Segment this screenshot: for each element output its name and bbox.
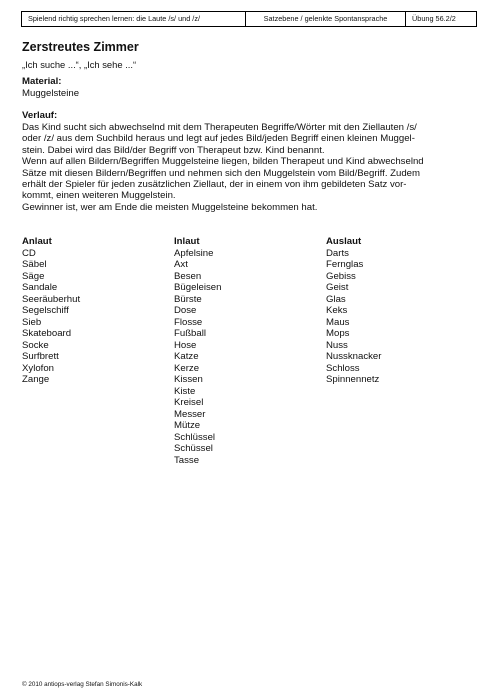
page-title: Zerstreutes Zimmer — [22, 40, 139, 54]
word-item: Schloss — [326, 362, 360, 374]
word-column-auslaut — [326, 236, 381, 386]
word-item: Fußball — [174, 328, 206, 339]
word-item: Kissen — [174, 374, 203, 385]
word-item: Schüssel — [174, 443, 213, 454]
word-item: Darts — [326, 247, 349, 259]
word-item: Kiste — [174, 385, 196, 397]
word-item: Sieb — [22, 316, 42, 328]
word-item: Bügeleisen — [174, 282, 222, 293]
word-list — [174, 248, 221, 467]
word-item: Seeräuberhut — [22, 293, 81, 305]
header-table — [21, 11, 477, 27]
word-item: Kerze — [174, 362, 200, 374]
word-item: Geist — [326, 282, 349, 293]
word-item: Socke — [22, 339, 49, 351]
word-column-anlaut — [22, 236, 80, 386]
verlauf-text — [22, 122, 477, 213]
verlauf-line: erhält der Spieler für jeden zusätzlichen Ziellaut, der in einem von ihm gebildeten Satz vor- — [22, 179, 407, 191]
word-item: Katze — [174, 351, 199, 362]
copyright-footer: © 2010 antiops-verlag Stefan Simonis-Kalk — [22, 681, 143, 688]
verlauf-heading: Verlauf: — [22, 110, 58, 121]
page-subtitle: „Ich suche ...“, „Ich sehe ...“ — [22, 59, 137, 70]
word-item: Segelschiff — [22, 305, 69, 316]
header-level: Satzebene / gelenkte Spontansprache — [246, 12, 406, 26]
verlauf-line: oder /z/ aus dem Suchbild heraus und legt auf jedes Bild/jeden Begriff einen kleinen Muggel- — [22, 133, 415, 145]
word-item: Mütze — [174, 420, 201, 431]
word-item: Tasse — [174, 454, 200, 466]
header-series-title: Spielend richtig sprechen lernen: die Laute /s/ und /z/ — [22, 12, 246, 26]
word-item: Säge — [22, 270, 45, 282]
word-item: Glas — [326, 293, 346, 305]
word-item: Mops — [326, 328, 350, 339]
verlauf-line: Gewinner ist, wer am Ende die meisten Muggelsteine bekommen hat. — [22, 201, 318, 213]
word-column-inlaut — [174, 236, 221, 466]
word-item: Zange — [22, 374, 50, 385]
word-item: Bürste — [174, 293, 202, 305]
word-item: Gebiss — [326, 270, 356, 282]
word-item: Hose — [174, 339, 197, 351]
material-text: Muggelsteine — [22, 88, 80, 99]
word-item: CD — [22, 247, 36, 259]
word-list — [22, 248, 80, 386]
header-exercise-number: Übung 56.2/2 — [412, 14, 456, 23]
column-heading: Anlaut — [22, 236, 52, 247]
word-item: Dose — [174, 305, 197, 316]
word-item: Fernglas — [326, 259, 364, 270]
word-item: Apfelsine — [174, 247, 214, 259]
word-item: Kreisel — [174, 397, 204, 408]
word-list — [326, 248, 381, 386]
material-heading: Material: — [22, 76, 62, 87]
verlauf-line: Sätze mit diesen Bildern/Begriffen und nehmen sich den Muggelstein vom Bild/Begriff. Zudem — [22, 167, 421, 179]
column-heading: Auslaut — [326, 236, 362, 247]
word-item: Skateboard — [22, 328, 72, 339]
word-item: Surfbrett — [22, 351, 59, 362]
word-item: Flosse — [174, 316, 203, 328]
word-item: Säbel — [22, 259, 47, 270]
word-item: Spinnennetz — [326, 374, 380, 385]
verlauf-line: stein. Dabei wird das Bild/der Begriff von Therapeut bzw. Kind benannt. — [22, 144, 325, 156]
word-item: Axt — [174, 259, 188, 270]
verlauf-line: Wenn auf allen Bildern/Begriffen Muggelsteine liegen, bilden Therapeut und Kind abwechselnd — [22, 156, 424, 168]
word-item: Nuss — [326, 339, 348, 351]
column-heading: Inlaut — [174, 236, 200, 247]
word-item: Nussknacker — [326, 351, 382, 362]
verlauf-line: kommt, einen weiteren Muggelstein. — [22, 190, 176, 202]
word-item: Keks — [326, 305, 348, 316]
word-item: Messer — [174, 408, 206, 420]
verlauf-line: Das Kind sucht sich abwechselnd mit dem Therapeuten Begriffe/Wörter mit den Ziellauten /s/ — [22, 122, 417, 133]
word-item: Maus — [326, 316, 350, 328]
word-item: Xylofon — [22, 362, 54, 374]
word-item: Besen — [174, 270, 202, 282]
word-item: Schlüssel — [174, 431, 216, 443]
word-item: Sandale — [22, 282, 58, 293]
